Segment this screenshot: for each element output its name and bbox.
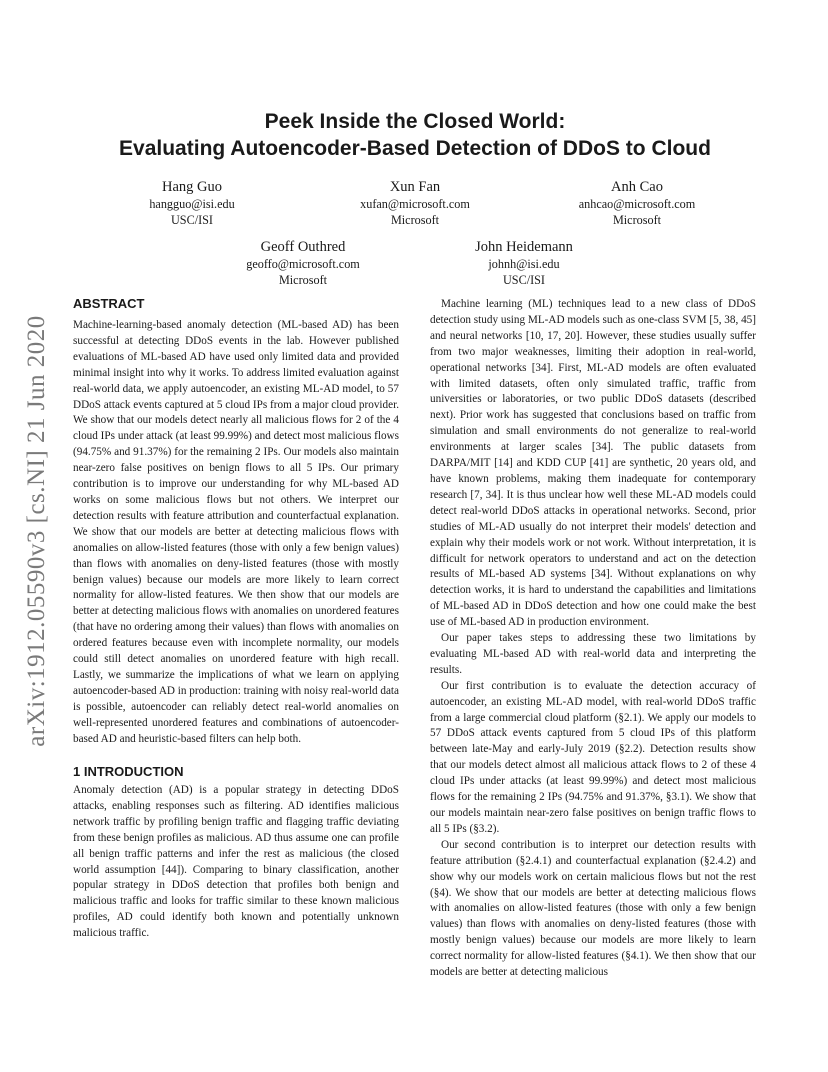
author-affiliation: Microsoft	[390, 213, 440, 227]
author-email: geoffo@microsoft.com	[246, 257, 360, 271]
author-affiliation: USC/ISI	[503, 273, 545, 287]
arxiv-stamp	[16, 296, 58, 766]
author-affiliation: USC/ISI	[171, 213, 213, 227]
author-email: anhcao@microsoft.com	[578, 197, 696, 211]
author-email: hangguo@isi.edu	[149, 197, 235, 211]
author-block	[305, 178, 525, 228]
intro-paragraph: Our second contribution is to interpret our detection results with feature attribution (§2.4.1) and counterfactual explanation (§2.4.2) and show why our models work on certain malicious flows but not the rest (§4). We show that our models are better at detecting malicious flows with anomalies on allow-listed features (those with only a few benign values) than flows with anomalies on deny-listed features (those with mostly benign values) because our models are more likely to learn correct normality for allow-listed features (§4.1). We then show that our models are better at detecting malicious	[430, 838, 756, 979]
author-name: Hang Guo	[161, 179, 222, 195]
abstract-text: Machine-learning-based anomaly detection (ML-based AD) has been successful at detecting DDoS events in the lab. However published evaluations of ML-based AD have used only limited data and provided minimal insight into why it works. To address limited evaluation against real-world data, we apply autoencoder, an existing ML-AD model, to 57 DDoS attack events captured at 5 cloud IPs from a major cloud provider. We show that our models detect nearly all malicious flows for 2 of the 4 cloud IPs under attack (at least 99.99%) and detect most malicious flows (94.75% and 91.37%) for the remaining 2 IPs. Our models also maintain near-zero false positives on benign flows to all 5 IPs. Our primary contribution is to improve our understanding for why ML-based AD works on some malicious flows but not others. We interpret our detection results with feature attribution and counterfactual explanation. We show that our models are better at detecting malicious flows with anomalies on allow-listed features (those with only a few benign values) than flows with anomalies on deny-listed features (those with mostly benign values) because our models are more likely to learn correct normality for allow-listed features. We then show that our models are better at detecting malicious flows with anomalies on unordered features (that have no ordering among their values) than flows with anomalies on ordered features because even with incomplete normality, our models could still detect anomalies on unordered feature with high recall. Lastly, we summarize the implications of what we learn on applying autoencoder-based AD in production: training with noisy real-world data is possible, autoencoder can reliably detect real-world anomalies on well-represented unordered features and combinations of autoencoder-based AD and heuristic-based filters can help both.	[73, 319, 399, 745]
title-line-2: Evaluating Autoencoder-Based Detection of DDoS to Cloud	[119, 137, 711, 160]
intro-paragraph: Our paper takes steps to addressing these two limitations by evaluating ML-based AD with real-world data and interpreting the results.	[430, 632, 756, 676]
author-email: xufan@microsoft.com	[360, 197, 470, 211]
author-block	[193, 238, 413, 288]
intro-left-column	[73, 783, 399, 942]
author-affiliation: Microsoft	[278, 273, 328, 287]
author-block	[527, 178, 747, 228]
author-email: johnh@isi.edu	[488, 257, 560, 271]
intro-heading: 1 INTRODUCTION	[73, 764, 184, 779]
abstract-heading: ABSTRACT	[73, 296, 145, 311]
title-line-1: Peek Inside the Closed World:	[264, 110, 566, 133]
right-column	[430, 297, 756, 981]
author-affiliation: Microsoft	[612, 213, 662, 227]
arxiv-stamp-text: arXiv:1912.05590v3 [cs.NI] 21 Jun 2020	[23, 315, 50, 747]
author-name: Geoff Outhred	[260, 239, 346, 255]
author-name: John Heidemann	[475, 239, 573, 255]
author-block	[414, 238, 634, 288]
author-name: Anh Cao	[611, 179, 663, 195]
author-name: Xun Fan	[389, 179, 441, 195]
intro-paragraph: Our first contribution is to evaluate the detection accuracy of autoencoder, an existing ML-AD model, with real-world DDoS traffic from a large commercial cloud platform (§2.1). We apply our models to 57 DDoS attack events captured from 5 cloud IPs of this platform between late-May and early-July 2019 (§2.2). Detection results show that our models detect almost all malicious attack flows to 2 of these 4 cloud IPs under attacks (at least 99.99%) and detect most malicious flows for the remaining 2 IPs (94.75% and 91.37%, §3.1). We show that our models maintain near-zero false positives on benign traffic flows to all 5 IPs (§3.2).	[430, 679, 756, 835]
author-block	[82, 178, 302, 228]
intro-paragraph: Anomaly detection (AD) is a popular strategy in detecting DDoS attacks, enabling responses such as filtering. AD identifies malicious network traffic by profiling benign traffic and flagging traffic deviating from these benign profiles as malicious. AD thus assume one can profile all benign traffic patterns and infer the rest as malicious (the closed world assumption [44]). Comparing to binary classification, another popular strategy in DDoS detection that profiles both benign and malicious traffic and looks for traffic similar to these known malicious profiles, AD could identify both known and potentially unknown malicious traffic.	[73, 784, 399, 940]
intro-paragraph: Machine learning (ML) techniques lead to a new class of DDoS detection study using ML-AD models such as one-class SVM [5, 38, 45] and neural networks [10, 17, 20]. However, these studies usually suffer from two major weaknesses, limiting their adoption in real-world, operational networks [34]. First, ML-AD models are often evaluated with limited datasets, often only simulated traffic, traffic from universities or laboratories, or two public DDoS datasets (described next). Prior work has suggested that conclusions based on traffic from simulation and small environments do not generalize to real-world environments at larger scales [34]. The public datasets from DARPA/MIT [14] and KDD CUP [41] are synthetic, 20 years old, and have known problems, making them inadequate for contemporary research [7, 34]. It is thus unclear how well these ML-AD models could detect real-world DDoS attacks in operational networks. Second, prior studies of ML-AD usually do not interpret their models' detection and explain why their models work or not work. Without interpretation, it is difficult for network operators to understand and act on the detection results of ML-based AD systems [34]. Without explanations on why detection works, it is hard to understand the capabilities and limitations of ML-based AD in DDoS detection and how one could make the best use of ML-based AD in production environment.	[430, 298, 756, 629]
abstract-body	[73, 318, 399, 747]
paper-title	[60, 108, 770, 162]
